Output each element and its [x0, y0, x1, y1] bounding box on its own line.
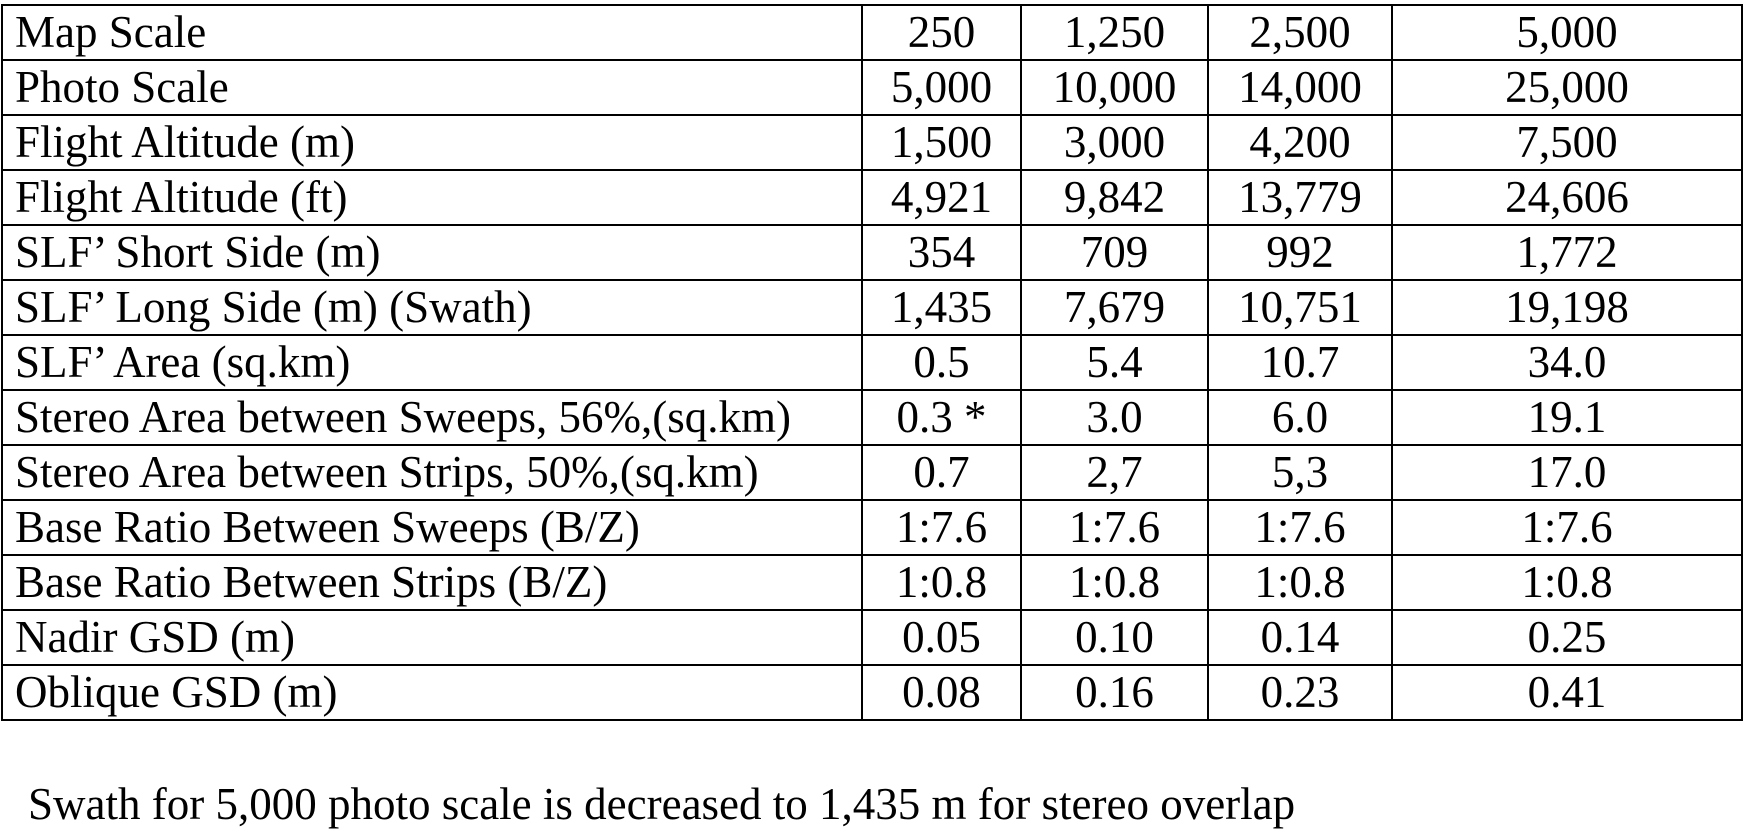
table-cell: 1:7.6 — [1208, 500, 1392, 555]
row-label: SLF’ Short Side (m) — [2, 225, 862, 280]
table-row — [2, 665, 1742, 720]
table-row — [2, 170, 1742, 225]
row-label: Stereo Area between Strips, 50%,(sq.km) — [2, 445, 862, 500]
table-cell: 0.41 — [1392, 665, 1742, 720]
specifications-table-body — [2, 5, 1742, 720]
table-cell: 14,000 — [1208, 60, 1392, 115]
table-cell: 13,779 — [1208, 170, 1392, 225]
table-cell: 0.14 — [1208, 610, 1392, 665]
table-row — [2, 445, 1742, 500]
table-row — [2, 280, 1742, 335]
table-cell: 7,500 — [1392, 115, 1742, 170]
table-cell: 2,7 — [1021, 445, 1208, 500]
table-cell: 0.23 — [1208, 665, 1392, 720]
table-cell: 250 — [862, 5, 1021, 60]
table-cell: 354 — [862, 225, 1021, 280]
table-cell: 4,921 — [862, 170, 1021, 225]
table-cell: 1:7.6 — [1392, 500, 1742, 555]
row-label: Base Ratio Between Strips (B/Z) — [2, 555, 862, 610]
row-label: Stereo Area between Sweeps, 56%,(sq.km) — [2, 390, 862, 445]
table-cell: 19.1 — [1392, 390, 1742, 445]
table-cell: 10,000 — [1021, 60, 1208, 115]
table-row — [2, 610, 1742, 665]
row-label: Flight Altitude (ft) — [2, 170, 862, 225]
table-row — [2, 225, 1742, 280]
table-row — [2, 555, 1742, 610]
table-row — [2, 335, 1742, 390]
table-cell: 0.05 — [862, 610, 1021, 665]
table-row — [2, 115, 1742, 170]
table-cell: 709 — [1021, 225, 1208, 280]
table-cell: 7,679 — [1021, 280, 1208, 335]
row-label: Map Scale — [2, 5, 862, 60]
table-cell: 0.16 — [1021, 665, 1208, 720]
table-cell: 0.3 * — [862, 390, 1021, 445]
table-cell: 1:0.8 — [1208, 555, 1392, 610]
table-cell: 5.4 — [1021, 335, 1208, 390]
row-label: Photo Scale — [2, 60, 862, 115]
table-cell: 24,606 — [1392, 170, 1742, 225]
table-row — [2, 390, 1742, 445]
table-row — [2, 500, 1742, 555]
table-cell: 0.7 — [862, 445, 1021, 500]
table-cell: 2,500 — [1208, 5, 1392, 60]
row-label: Base Ratio Between Sweeps (B/Z) — [2, 500, 862, 555]
table-cell: 4,200 — [1208, 115, 1392, 170]
table-cell: 17.0 — [1392, 445, 1742, 500]
table-cell: 19,198 — [1392, 280, 1742, 335]
table-cell: 5,000 — [862, 60, 1021, 115]
table-cell: 992 — [1208, 225, 1392, 280]
table-cell: 1:0.8 — [862, 555, 1021, 610]
table-cell: 1,772 — [1392, 225, 1742, 280]
specifications-table — [1, 4, 1743, 721]
table-cell: 10,751 — [1208, 280, 1392, 335]
table-cell: 0.5 — [862, 335, 1021, 390]
table-cell: 34.0 — [1392, 335, 1742, 390]
row-label: SLF’ Area (sq.km) — [2, 335, 862, 390]
table-cell: 1:7.6 — [1021, 500, 1208, 555]
table-cell: 1,435 — [862, 280, 1021, 335]
table-cell: 1:0.8 — [1392, 555, 1742, 610]
table-cell: 1,250 — [1021, 5, 1208, 60]
table-cell: 0.08 — [862, 665, 1021, 720]
row-label: Nadir GSD (m) — [2, 610, 862, 665]
row-label: SLF’ Long Side (m) (Swath) — [2, 280, 862, 335]
row-label: Oblique GSD (m) — [2, 665, 862, 720]
table-cell: 0.10 — [1021, 610, 1208, 665]
table-cell: 25,000 — [1392, 60, 1742, 115]
table-cell: 6.0 — [1208, 390, 1392, 445]
table-cell: 0.25 — [1392, 610, 1742, 665]
row-label: Flight Altitude (m) — [2, 115, 862, 170]
table-cell: 1:7.6 — [862, 500, 1021, 555]
table-cell: 1:0.8 — [1021, 555, 1208, 610]
table-footnote: Swath for 5,000 photo scale is decreased to 1,435 m for stereo overlap — [28, 779, 1296, 829]
table-cell: 9,842 — [1021, 170, 1208, 225]
table-cell: 3.0 — [1021, 390, 1208, 445]
table-cell: 5,000 — [1392, 5, 1742, 60]
table-row — [2, 5, 1742, 60]
table-cell: 10.7 — [1208, 335, 1392, 390]
table-cell: 1,500 — [862, 115, 1021, 170]
table-cell: 3,000 — [1021, 115, 1208, 170]
table-row — [2, 60, 1742, 115]
table-cell: 5,3 — [1208, 445, 1392, 500]
